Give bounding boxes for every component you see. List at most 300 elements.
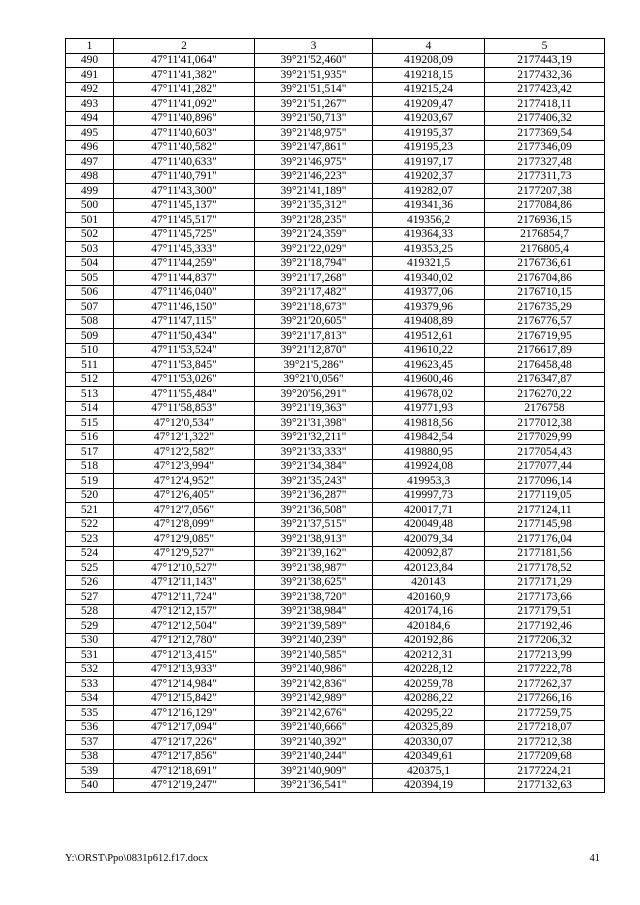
coordinates-table [65, 38, 605, 793]
x-coordinate-cell: 419818,56 [373, 416, 485, 431]
x-coordinate-cell: 420192,86 [373, 633, 485, 648]
y-coordinate-cell: 2177222,78 [485, 662, 605, 677]
longitude-cell: 39°21'46,223" [255, 169, 373, 184]
longitude-cell: 39°21'50,713" [255, 111, 373, 126]
x-coordinate-cell: 419953,3 [373, 474, 485, 489]
x-coordinate-cell: 420079,34 [373, 532, 485, 547]
y-coordinate-cell: 2176736,61 [485, 256, 605, 271]
y-coordinate-cell: 2177077,44 [485, 459, 605, 474]
latitude-cell: 47°12'17,094" [114, 720, 255, 735]
point-number-cell: 520 [66, 488, 114, 503]
point-number-cell: 517 [66, 445, 114, 460]
longitude-cell: 39°21'20,605" [255, 314, 373, 329]
y-coordinate-cell: 2176617,89 [485, 343, 605, 358]
point-number-cell: 490 [66, 53, 114, 68]
longitude-cell: 39°21'31,398" [255, 416, 373, 431]
point-number-cell: 500 [66, 198, 114, 213]
longitude-cell: 39°21'38,720" [255, 590, 373, 605]
table-row [66, 590, 605, 605]
longitude-cell: 39°21'32,211" [255, 430, 373, 445]
point-number-cell: 501 [66, 213, 114, 228]
x-coordinate-cell: 420174,16 [373, 604, 485, 619]
table-row [66, 459, 605, 474]
point-number-cell: 495 [66, 126, 114, 141]
x-coordinate-cell: 420259,78 [373, 677, 485, 692]
latitude-cell: 47°11'45,517" [114, 213, 255, 228]
point-number-cell: 499 [66, 184, 114, 199]
y-coordinate-cell: 2177054,43 [485, 445, 605, 460]
latitude-cell: 47°11'53,845" [114, 358, 255, 373]
latitude-cell: 47°11'46,150" [114, 300, 255, 315]
x-coordinate-cell: 419678,02 [373, 387, 485, 402]
latitude-cell: 47°12'9,527" [114, 546, 255, 561]
point-number-cell: 540 [66, 778, 114, 793]
y-coordinate-cell: 2177176,04 [485, 532, 605, 547]
latitude-cell: 47°12'12,504" [114, 619, 255, 634]
y-coordinate-cell: 2177443,19 [485, 53, 605, 68]
longitude-cell: 39°21'41,189" [255, 184, 373, 199]
longitude-cell: 39°21'38,913" [255, 532, 373, 547]
latitude-cell: 47°12'17,226" [114, 735, 255, 750]
y-coordinate-cell: 2177311,73 [485, 169, 605, 184]
latitude-cell: 47°12'17,856" [114, 749, 255, 764]
table-row [66, 416, 605, 431]
point-number-cell: 516 [66, 430, 114, 445]
longitude-cell: 39°21'38,984" [255, 604, 373, 619]
latitude-cell: 47°11'47,115" [114, 314, 255, 329]
point-number-cell: 532 [66, 662, 114, 677]
header-col-2: 2 [114, 39, 255, 54]
table-row [66, 256, 605, 271]
latitude-cell: 47°12'18,691" [114, 764, 255, 779]
x-coordinate-cell: 420228,12 [373, 662, 485, 677]
latitude-cell: 47°11'45,137" [114, 198, 255, 213]
latitude-cell: 47°12'12,157" [114, 604, 255, 619]
y-coordinate-cell: 2177259,75 [485, 706, 605, 721]
table-body [66, 53, 605, 793]
longitude-cell: 39°21'39,162" [255, 546, 373, 561]
y-coordinate-cell: 2176458,48 [485, 358, 605, 373]
table-row [66, 749, 605, 764]
table-row [66, 546, 605, 561]
latitude-cell: 47°11'40,582" [114, 140, 255, 155]
point-number-cell: 528 [66, 604, 114, 619]
table-row [66, 242, 605, 257]
header-col-4: 4 [373, 39, 485, 54]
y-coordinate-cell: 2177224,21 [485, 764, 605, 779]
point-number-cell: 491 [66, 68, 114, 83]
table-row [66, 488, 605, 503]
y-coordinate-cell: 2177179,51 [485, 604, 605, 619]
latitude-cell: 47°12'7,056" [114, 503, 255, 518]
x-coordinate-cell: 419341,36 [373, 198, 485, 213]
latitude-cell: 47°11'45,333" [114, 242, 255, 257]
table-row [66, 619, 605, 634]
x-coordinate-cell: 419356,2 [373, 213, 485, 228]
x-coordinate-cell: 419512,61 [373, 329, 485, 344]
point-number-cell: 534 [66, 691, 114, 706]
point-number-cell: 507 [66, 300, 114, 315]
latitude-cell: 47°12'8,099" [114, 517, 255, 532]
latitude-cell: 47°12'11,724" [114, 590, 255, 605]
table-row [66, 401, 605, 416]
point-number-cell: 527 [66, 590, 114, 605]
y-coordinate-cell: 2177084,86 [485, 198, 605, 213]
point-number-cell: 519 [66, 474, 114, 489]
header-row [66, 39, 605, 54]
point-number-cell: 515 [66, 416, 114, 431]
longitude-cell: 39°21'35,312" [255, 198, 373, 213]
y-coordinate-cell: 2177423,42 [485, 82, 605, 97]
x-coordinate-cell: 419623,45 [373, 358, 485, 373]
latitude-cell: 47°11'58,853" [114, 401, 255, 416]
table-row [66, 140, 605, 155]
table-row [66, 575, 605, 590]
point-number-cell: 529 [66, 619, 114, 634]
x-coordinate-cell: 419377,06 [373, 285, 485, 300]
y-coordinate-cell: 2176710,15 [485, 285, 605, 300]
table-row [66, 691, 605, 706]
y-coordinate-cell: 2177124,11 [485, 503, 605, 518]
latitude-cell: 47°11'41,382" [114, 68, 255, 83]
header-col-1: 1 [66, 39, 114, 54]
table-header [66, 39, 605, 54]
point-number-cell: 530 [66, 633, 114, 648]
longitude-cell: 39°21'19,363" [255, 401, 373, 416]
y-coordinate-cell: 2177266,16 [485, 691, 605, 706]
longitude-cell: 39°21'42,836" [255, 677, 373, 692]
longitude-cell: 39°20'56,291" [255, 387, 373, 402]
x-coordinate-cell: 420394,19 [373, 778, 485, 793]
y-coordinate-cell: 2177192,46 [485, 619, 605, 634]
x-coordinate-cell: 419842,54 [373, 430, 485, 445]
x-coordinate-cell: 420092,87 [373, 546, 485, 561]
longitude-cell: 39°21'34,384" [255, 459, 373, 474]
x-coordinate-cell: 419880,95 [373, 445, 485, 460]
y-coordinate-cell: 2177327,48 [485, 155, 605, 170]
table-row [66, 474, 605, 489]
longitude-cell: 39°21'17,268" [255, 271, 373, 286]
table-row [66, 271, 605, 286]
longitude-cell: 39°21'47,861" [255, 140, 373, 155]
table-row [66, 184, 605, 199]
x-coordinate-cell: 420295,22 [373, 706, 485, 721]
x-coordinate-cell: 419203,67 [373, 111, 485, 126]
footer-page-number: 41 [589, 853, 600, 864]
point-number-cell: 509 [66, 329, 114, 344]
table-row [66, 677, 605, 692]
point-number-cell: 514 [66, 401, 114, 416]
y-coordinate-cell: 2177346,09 [485, 140, 605, 155]
y-coordinate-cell: 2177369,54 [485, 126, 605, 141]
longitude-cell: 39°21'40,986" [255, 662, 373, 677]
y-coordinate-cell: 2176735,29 [485, 300, 605, 315]
x-coordinate-cell: 420184,6 [373, 619, 485, 634]
x-coordinate-cell: 419195,23 [373, 140, 485, 155]
table-row [66, 126, 605, 141]
y-coordinate-cell: 2176270,22 [485, 387, 605, 402]
longitude-cell: 39°21'40,909" [255, 764, 373, 779]
latitude-cell: 47°11'53,524" [114, 343, 255, 358]
x-coordinate-cell: 419209,47 [373, 97, 485, 112]
table-row [66, 720, 605, 735]
point-number-cell: 511 [66, 358, 114, 373]
x-coordinate-cell: 419610,22 [373, 343, 485, 358]
table-row [66, 343, 605, 358]
longitude-cell: 39°21'0,056" [255, 372, 373, 387]
latitude-cell: 47°11'43,300" [114, 184, 255, 199]
x-coordinate-cell: 419600,46 [373, 372, 485, 387]
latitude-cell: 47°11'53,026" [114, 372, 255, 387]
longitude-cell: 39°21'46,975" [255, 155, 373, 170]
longitude-cell: 39°21'35,243" [255, 474, 373, 489]
point-number-cell: 518 [66, 459, 114, 474]
longitude-cell: 39°21'51,267" [255, 97, 373, 112]
header-col-3: 3 [255, 39, 373, 54]
x-coordinate-cell: 420375,1 [373, 764, 485, 779]
table-row [66, 662, 605, 677]
x-coordinate-cell: 419379,96 [373, 300, 485, 315]
header-col-5: 5 [485, 39, 605, 54]
y-coordinate-cell: 2177206,32 [485, 633, 605, 648]
table-row [66, 285, 605, 300]
point-number-cell: 535 [66, 706, 114, 721]
latitude-cell: 47°11'40,633" [114, 155, 255, 170]
x-coordinate-cell: 419997,73 [373, 488, 485, 503]
y-coordinate-cell: 2177418,11 [485, 97, 605, 112]
longitude-cell: 39°21'40,666" [255, 720, 373, 735]
y-coordinate-cell: 2177406,32 [485, 111, 605, 126]
y-coordinate-cell: 2177145,98 [485, 517, 605, 532]
longitude-cell: 39°21'38,625" [255, 575, 373, 590]
y-coordinate-cell: 2177132,63 [485, 778, 605, 793]
point-number-cell: 505 [66, 271, 114, 286]
y-coordinate-cell: 2177012,38 [485, 416, 605, 431]
table-row [66, 111, 605, 126]
x-coordinate-cell: 419364,33 [373, 227, 485, 242]
x-coordinate-cell: 419282,07 [373, 184, 485, 199]
longitude-cell: 39°21'42,989" [255, 691, 373, 706]
x-coordinate-cell: 420330,07 [373, 735, 485, 750]
point-number-cell: 537 [66, 735, 114, 750]
latitude-cell: 47°11'41,064" [114, 53, 255, 68]
latitude-cell: 47°11'44,259" [114, 256, 255, 271]
table-row [66, 532, 605, 547]
point-number-cell: 533 [66, 677, 114, 692]
latitude-cell: 47°12'1,322" [114, 430, 255, 445]
table-row [66, 97, 605, 112]
point-number-cell: 536 [66, 720, 114, 735]
y-coordinate-cell: 2176854,7 [485, 227, 605, 242]
latitude-cell: 47°12'13,415" [114, 648, 255, 663]
point-number-cell: 503 [66, 242, 114, 257]
footer-file-path: Y:\ORST\Ppo\0831p612.f17.docx [65, 853, 209, 864]
longitude-cell: 39°21'39,589" [255, 619, 373, 634]
x-coordinate-cell: 420049,48 [373, 517, 485, 532]
y-coordinate-cell: 2176776,57 [485, 314, 605, 329]
x-coordinate-cell: 420017,71 [373, 503, 485, 518]
x-coordinate-cell: 419340,02 [373, 271, 485, 286]
x-coordinate-cell: 419771,93 [373, 401, 485, 416]
point-number-cell: 524 [66, 546, 114, 561]
table-row [66, 735, 605, 750]
x-coordinate-cell: 420123,84 [373, 561, 485, 576]
point-number-cell: 523 [66, 532, 114, 547]
latitude-cell: 47°12'14,984" [114, 677, 255, 692]
longitude-cell: 39°21'5,286" [255, 358, 373, 373]
point-number-cell: 538 [66, 749, 114, 764]
longitude-cell: 39°21'37,515" [255, 517, 373, 532]
latitude-cell: 47°11'50,434" [114, 329, 255, 344]
latitude-cell: 47°12'15,842" [114, 691, 255, 706]
table-row [66, 764, 605, 779]
latitude-cell: 47°11'55,484" [114, 387, 255, 402]
longitude-cell: 39°21'36,541" [255, 778, 373, 793]
point-number-cell: 497 [66, 155, 114, 170]
longitude-cell: 39°21'18,794" [255, 256, 373, 271]
y-coordinate-cell: 2177213,99 [485, 648, 605, 663]
latitude-cell: 47°12'13,933" [114, 662, 255, 677]
table-row [66, 227, 605, 242]
table-row [66, 430, 605, 445]
longitude-cell: 39°21'42,676" [255, 706, 373, 721]
point-number-cell: 539 [66, 764, 114, 779]
table-row [66, 213, 605, 228]
table-row [66, 778, 605, 793]
point-number-cell: 513 [66, 387, 114, 402]
table-row [66, 648, 605, 663]
longitude-cell: 39°21'36,287" [255, 488, 373, 503]
x-coordinate-cell: 420212,31 [373, 648, 485, 663]
point-number-cell: 492 [66, 82, 114, 97]
point-number-cell: 531 [66, 648, 114, 663]
y-coordinate-cell: 2176704,86 [485, 271, 605, 286]
latitude-cell: 47°12'12,780" [114, 633, 255, 648]
table-row [66, 82, 605, 97]
x-coordinate-cell: 419408,89 [373, 314, 485, 329]
y-coordinate-cell: 2177212,38 [485, 735, 605, 750]
table-row [66, 314, 605, 329]
point-number-cell: 493 [66, 97, 114, 112]
y-coordinate-cell: 2177096,14 [485, 474, 605, 489]
point-number-cell: 508 [66, 314, 114, 329]
point-number-cell: 498 [66, 169, 114, 184]
point-number-cell: 496 [66, 140, 114, 155]
y-coordinate-cell: 2177432,36 [485, 68, 605, 83]
latitude-cell: 47°12'19,247" [114, 778, 255, 793]
longitude-cell: 39°21'36,508" [255, 503, 373, 518]
x-coordinate-cell: 419924,08 [373, 459, 485, 474]
latitude-cell: 47°12'0,534" [114, 416, 255, 431]
y-coordinate-cell: 2177262,37 [485, 677, 605, 692]
x-coordinate-cell: 420286,22 [373, 691, 485, 706]
latitude-cell: 47°11'40,791" [114, 169, 255, 184]
longitude-cell: 39°21'52,460" [255, 53, 373, 68]
longitude-cell: 39°21'51,514" [255, 82, 373, 97]
latitude-cell: 47°12'9,085" [114, 532, 255, 547]
y-coordinate-cell: 2176347,87 [485, 372, 605, 387]
latitude-cell: 47°12'4,952" [114, 474, 255, 489]
longitude-cell: 39°21'17,482" [255, 285, 373, 300]
y-coordinate-cell: 2176805,4 [485, 242, 605, 257]
longitude-cell: 39°21'38,987" [255, 561, 373, 576]
y-coordinate-cell: 2176936,15 [485, 213, 605, 228]
y-coordinate-cell: 2176758 [485, 401, 605, 416]
x-coordinate-cell: 419353,25 [373, 242, 485, 257]
table-row [66, 329, 605, 344]
longitude-cell: 39°21'40,244" [255, 749, 373, 764]
latitude-cell: 47°11'44,837" [114, 271, 255, 286]
longitude-cell: 39°21'22,029" [255, 242, 373, 257]
x-coordinate-cell: 419195,37 [373, 126, 485, 141]
x-coordinate-cell: 420325,89 [373, 720, 485, 735]
point-number-cell: 512 [66, 372, 114, 387]
latitude-cell: 47°12'10,527" [114, 561, 255, 576]
longitude-cell: 39°21'24,359" [255, 227, 373, 242]
point-number-cell: 494 [66, 111, 114, 126]
longitude-cell: 39°21'17,813" [255, 329, 373, 344]
y-coordinate-cell: 2177209,68 [485, 749, 605, 764]
y-coordinate-cell: 2177181,56 [485, 546, 605, 561]
longitude-cell: 39°21'28,235" [255, 213, 373, 228]
latitude-cell: 47°11'40,603" [114, 126, 255, 141]
latitude-cell: 47°12'2,582" [114, 445, 255, 460]
y-coordinate-cell: 2176719,95 [485, 329, 605, 344]
x-coordinate-cell: 420143 [373, 575, 485, 590]
x-coordinate-cell: 420349,61 [373, 749, 485, 764]
table-row [66, 53, 605, 68]
table-row [66, 604, 605, 619]
x-coordinate-cell: 419208,09 [373, 53, 485, 68]
y-coordinate-cell: 2177207,38 [485, 184, 605, 199]
y-coordinate-cell: 2177173,66 [485, 590, 605, 605]
y-coordinate-cell: 2177119,05 [485, 488, 605, 503]
point-number-cell: 510 [66, 343, 114, 358]
y-coordinate-cell: 2177171,29 [485, 575, 605, 590]
latitude-cell: 47°12'6,405" [114, 488, 255, 503]
latitude-cell: 47°11'41,282" [114, 82, 255, 97]
table-row [66, 169, 605, 184]
table-row [66, 358, 605, 373]
point-number-cell: 521 [66, 503, 114, 518]
point-number-cell: 526 [66, 575, 114, 590]
point-number-cell: 502 [66, 227, 114, 242]
longitude-cell: 39°21'40,392" [255, 735, 373, 750]
point-number-cell: 504 [66, 256, 114, 271]
latitude-cell: 47°11'46,040" [114, 285, 255, 300]
table-row [66, 561, 605, 576]
x-coordinate-cell: 419197,17 [373, 155, 485, 170]
point-number-cell: 522 [66, 517, 114, 532]
x-coordinate-cell: 419218,15 [373, 68, 485, 83]
longitude-cell: 39°21'33,333" [255, 445, 373, 460]
x-coordinate-cell: 420160,9 [373, 590, 485, 605]
x-coordinate-cell: 419321,5 [373, 256, 485, 271]
latitude-cell: 47°11'41,092" [114, 97, 255, 112]
table-row [66, 517, 605, 532]
y-coordinate-cell: 2177178,52 [485, 561, 605, 576]
latitude-cell: 47°12'16,129" [114, 706, 255, 721]
longitude-cell: 39°21'40,239" [255, 633, 373, 648]
point-number-cell: 525 [66, 561, 114, 576]
longitude-cell: 39°21'48,975" [255, 126, 373, 141]
table-row [66, 198, 605, 213]
x-coordinate-cell: 419202,37 [373, 169, 485, 184]
table-row [66, 706, 605, 721]
y-coordinate-cell: 2177029,99 [485, 430, 605, 445]
table-row [66, 155, 605, 170]
longitude-cell: 39°21'40,585" [255, 648, 373, 663]
